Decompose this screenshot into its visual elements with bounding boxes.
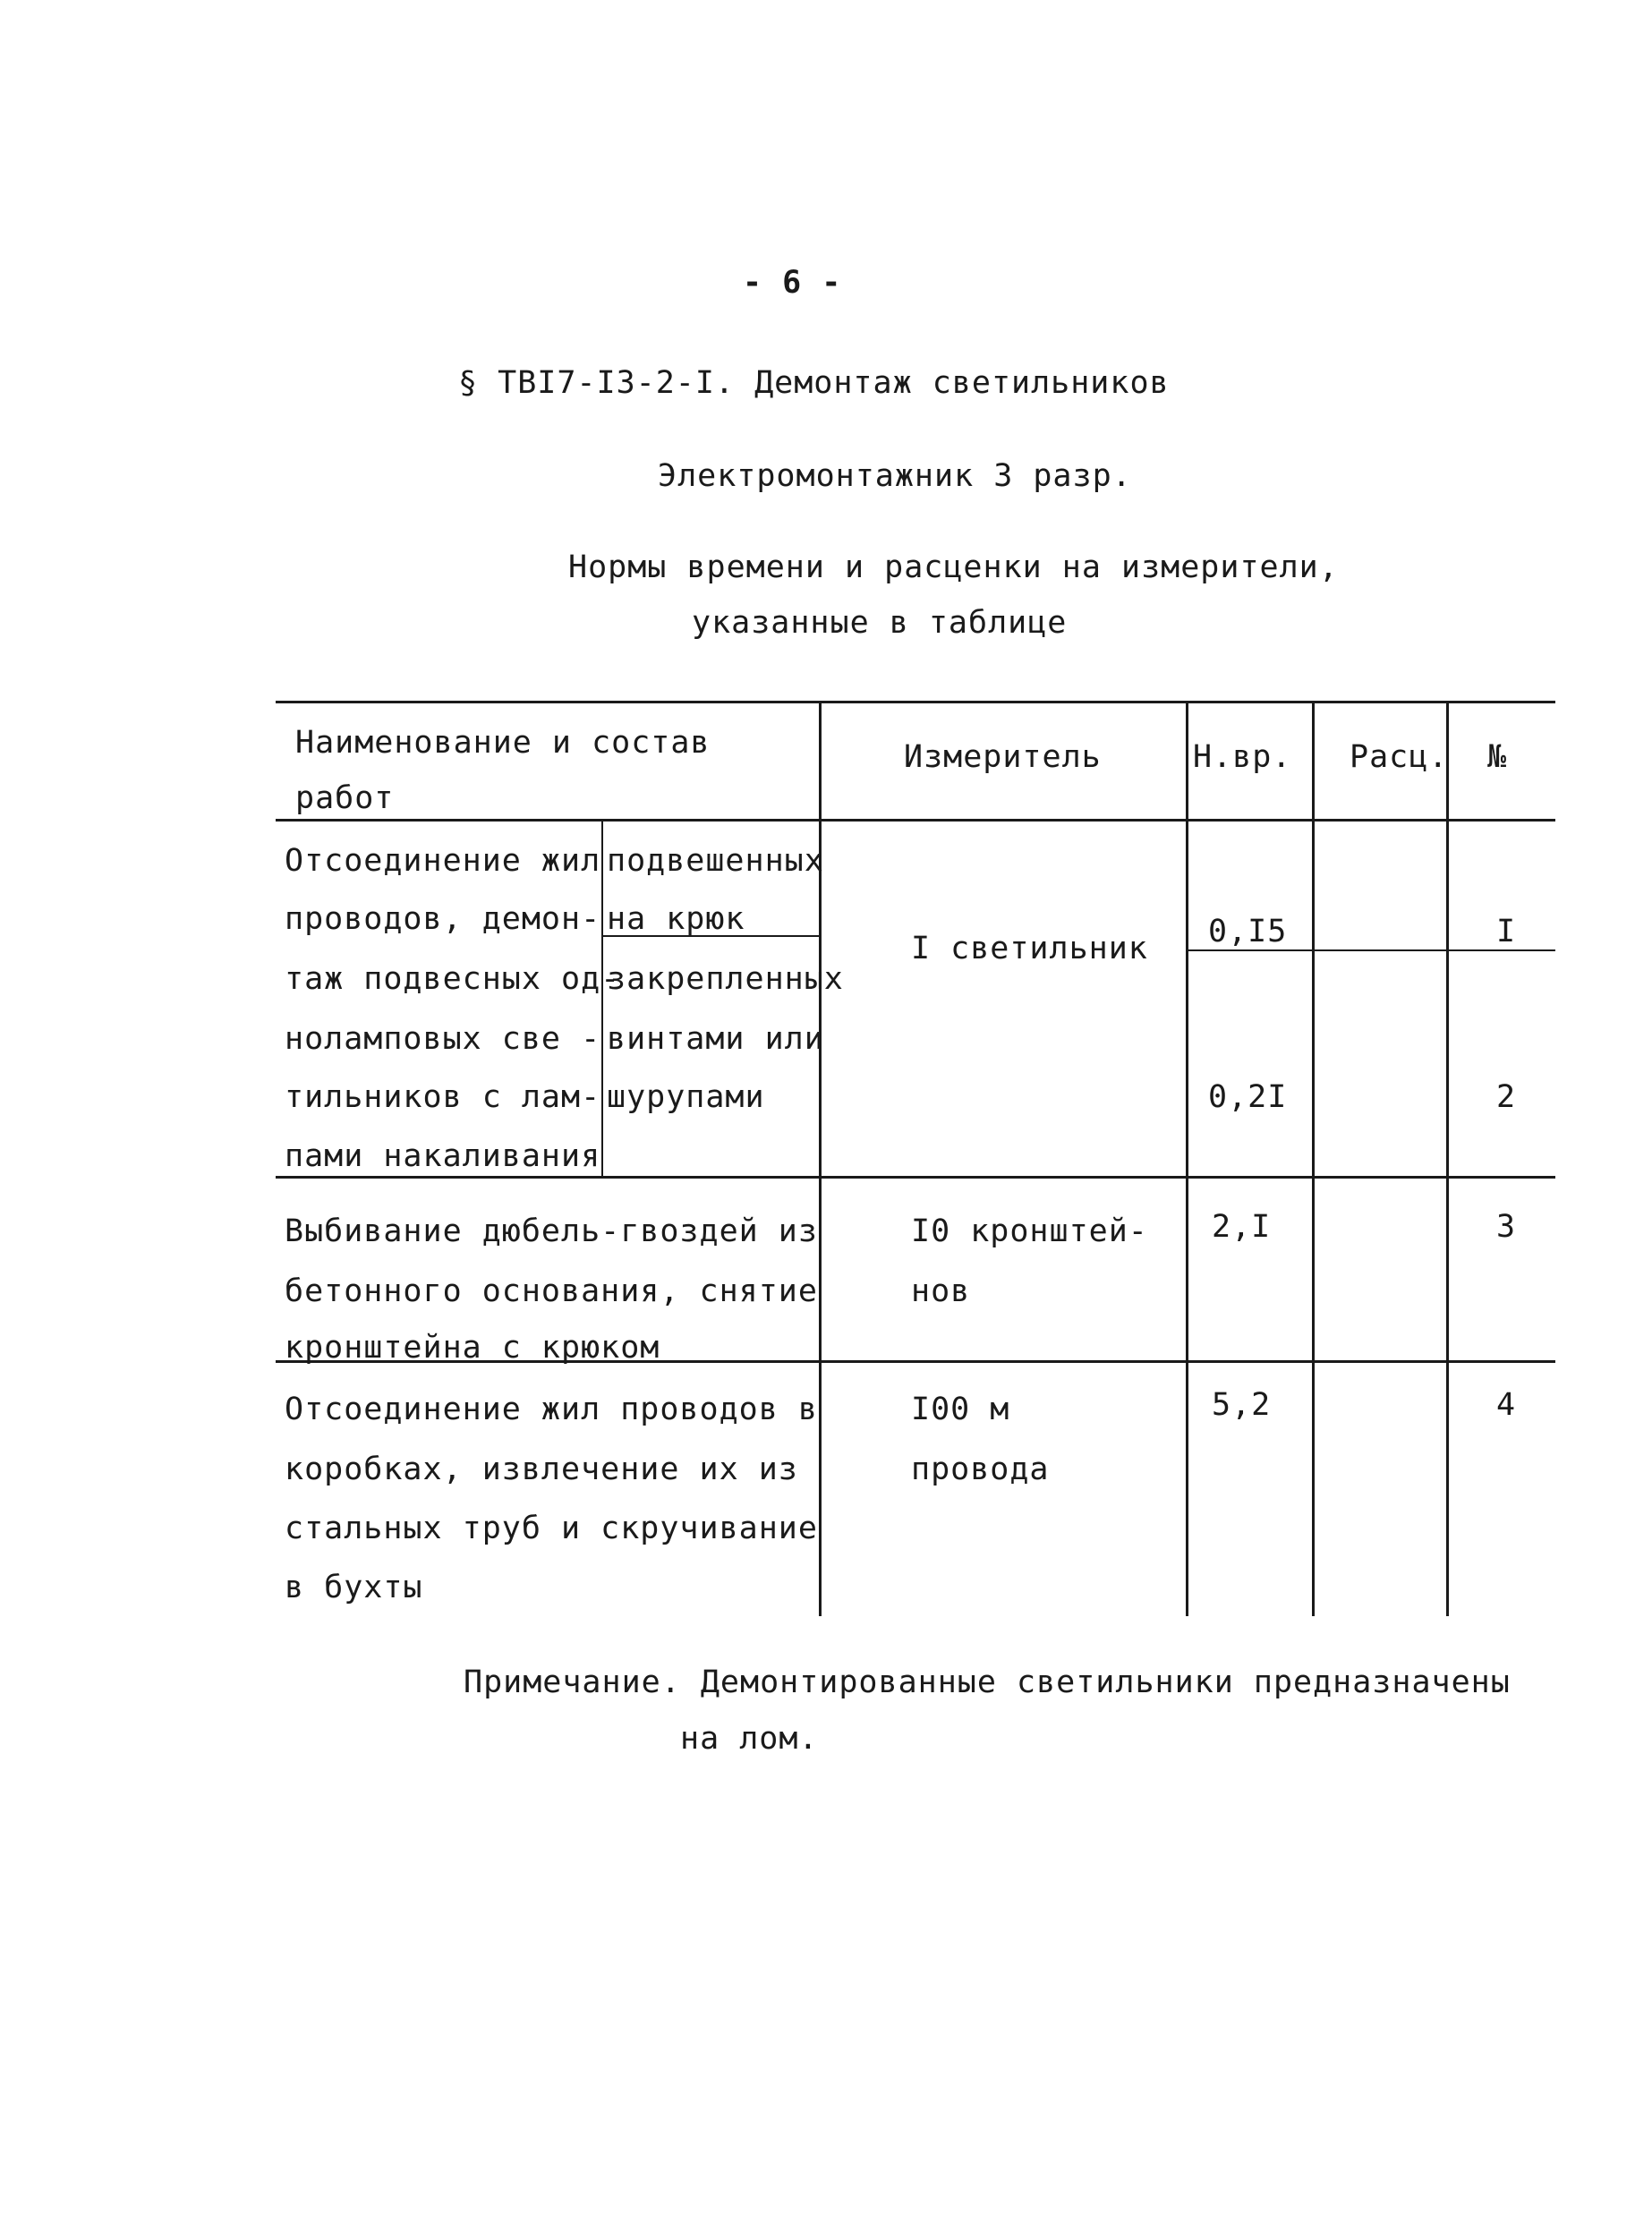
header-measure: Измеритель — [904, 739, 1102, 775]
col-divider-time — [1312, 701, 1315, 1616]
row3-name-line: стальных труб и скручивание — [285, 1511, 818, 1546]
row3-measure-line: провода — [911, 1452, 1050, 1487]
row3-time: 5,2 — [1212, 1387, 1272, 1423]
row1-name-line: таж подвесных од- — [285, 961, 621, 997]
col-divider-price — [1446, 701, 1449, 1616]
header-time: Н.вр. — [1193, 739, 1292, 775]
row3-name-line: в бухты — [285, 1570, 423, 1605]
norms-line-2: указанные в таблице — [692, 605, 1068, 641]
page-number: - 6 - — [743, 265, 842, 301]
col-divider-measure — [1186, 701, 1188, 1616]
section-title: § ТВI7-I3-2-I. Демонтаж светильников — [458, 365, 1170, 401]
row3-num: 4 — [1496, 1387, 1517, 1423]
row1-sub-b-line: шурупами — [607, 1079, 765, 1115]
row2-time: 2,I — [1212, 1209, 1272, 1245]
row2-name-line: Выбивание дюбель-гвоздей из — [285, 1213, 818, 1249]
header-name-line2: работ — [295, 780, 395, 816]
note-line-1: Примечание. Демонтированные светильники предназначены — [464, 1664, 1511, 1700]
row2-name-line: кронштейна с крюком — [285, 1330, 660, 1366]
row3-measure-line: I00 м — [911, 1392, 1010, 1427]
header-price: Расц. — [1350, 739, 1449, 775]
header-bottom-rule — [276, 819, 1555, 822]
norms-line-1: Нормы времени и расценки на измерители, — [568, 549, 1339, 585]
row2-measure-line: I0 кронштей- — [911, 1213, 1148, 1249]
note-line-2: на лом. — [680, 1721, 819, 1757]
col-divider-name — [819, 701, 822, 1616]
row1-bottom-rule — [276, 1176, 1555, 1179]
row1-time-a: 0,I5 — [1208, 914, 1288, 949]
table-top-rule — [276, 701, 1555, 703]
worker-grade: Электромонтажник 3 разр. — [658, 458, 1132, 494]
row1-sub-b-line: закрепленных — [607, 961, 844, 997]
row1-time-b: 0,2I — [1208, 1079, 1288, 1115]
row2-name-line: бетонного основания, снятие — [285, 1273, 818, 1309]
row1-name-line: пами накаливания — [285, 1138, 601, 1174]
row1-measure: I светильник — [911, 931, 1148, 966]
header-name-line1: Наименование и состав — [295, 725, 711, 761]
row1-sub-a-line: подвешенных — [607, 843, 824, 879]
row1-name-line: проводов, демон- — [285, 901, 601, 937]
row2-num: 3 — [1496, 1209, 1517, 1245]
header-num: № — [1487, 739, 1508, 775]
subcol-divider — [601, 819, 603, 1176]
row1-num-a: I — [1496, 914, 1517, 949]
row2-measure-line: нов — [911, 1273, 971, 1309]
row1-name-line: ноламповых све - — [285, 1021, 601, 1057]
row1-sub-a-line: на крюк — [607, 901, 745, 937]
row1-num-b: 2 — [1496, 1079, 1517, 1115]
row1-sub-b-line: винтами или — [607, 1021, 824, 1057]
row3-name-line: Отсоединение жил проводов в — [285, 1392, 818, 1427]
row1-name-line: Отсоединение жил — [285, 843, 601, 879]
row3-name-line: коробках, извлечение их из — [285, 1452, 798, 1487]
row1-name-line: тильников с лам- — [285, 1079, 601, 1115]
time-num-divider — [1188, 949, 1555, 951]
